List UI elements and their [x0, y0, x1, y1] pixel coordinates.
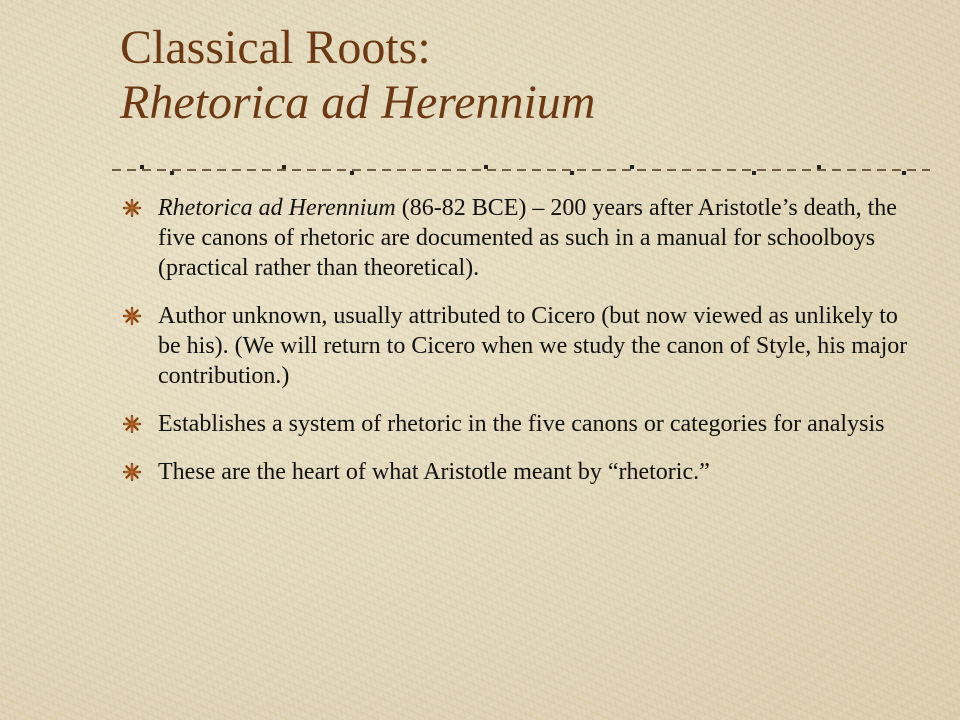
slide-title — [120, 20, 920, 130]
asterisk-icon — [122, 462, 142, 482]
bullet-item — [120, 301, 920, 391]
bullet-text: Establishes a system of rhetoric in the five canons or categories for analysis — [158, 411, 885, 437]
bullet-item — [120, 193, 920, 283]
asterisk-icon — [122, 306, 142, 326]
bullet-item — [120, 457, 920, 487]
bullet-list — [120, 193, 920, 505]
asterisk-icon — [122, 414, 142, 434]
bullet-text: These are the heart of what Aristotle meant by “rhetoric.” — [158, 459, 710, 485]
asterisk-icon — [122, 198, 142, 218]
bullet-italic-lead: Rhetorica ad Herennium — [158, 195, 396, 221]
bullet-item — [120, 409, 920, 439]
title-line-1: Classical Roots: — [120, 21, 431, 74]
bullet-text: Author unknown, usually attributed to Cicero (but now viewed as unlikely to be his). (We will return to Cicero when we study the canon of Style, his major contribution.) — [158, 303, 908, 389]
dashed-divider — [112, 160, 930, 180]
bullet-text: (86-82 BCE) – 200 years after Aristotle’s death, the five canons of rhetoric are documented as such in a manual for schoolboys (practical rather than theoretical). — [158, 195, 897, 281]
title-line-2: Rhetorica ad Herennium — [120, 76, 596, 129]
